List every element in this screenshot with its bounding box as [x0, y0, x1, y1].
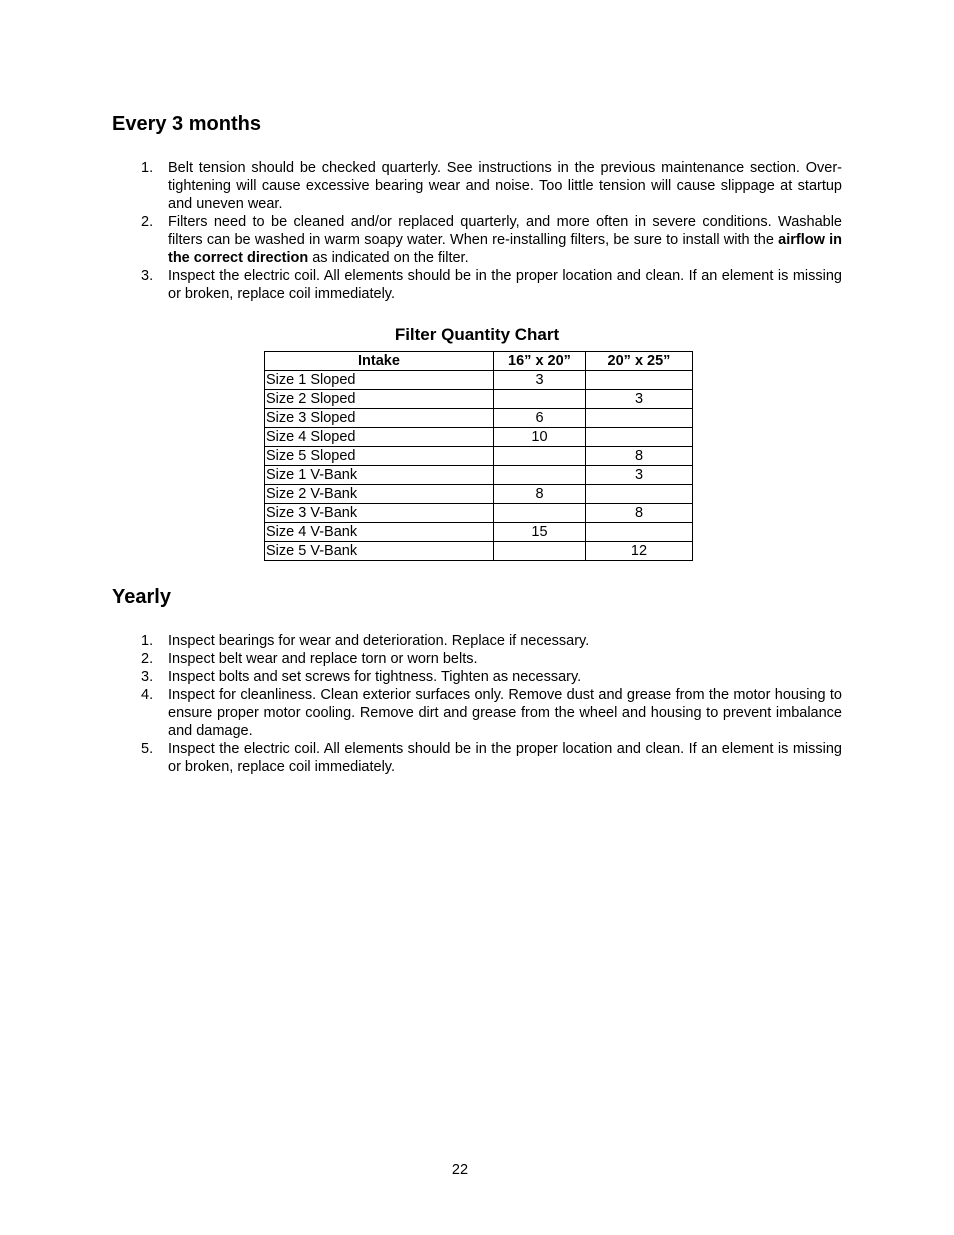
- qty-20x25-cell: [586, 409, 693, 428]
- list-item-text: Inspect bolts and set screws for tightness. Tighten as necessary.: [168, 669, 582, 685]
- table-row: [265, 390, 693, 409]
- list-item-text: Filters need to be cleaned and/or replaced quarterly, and more often in severe conditions. Washable filters can be washed in warm soapy water. When re-installing filters, be sure to install with the: [168, 214, 842, 248]
- intake-cell: Size 1 Sloped: [265, 371, 494, 390]
- list-item: [112, 650, 842, 668]
- intake-cell: Size 3 Sloped: [265, 409, 494, 428]
- list-number: 2.: [141, 214, 154, 230]
- section-heading-every-3-months: Every 3 months: [112, 113, 261, 135]
- list-item-text: Belt tension should be checked quarterly. See instructions in the previous maintenance section. Over-tightening will cause excessive bearing wear and noise. Too little tension will cause slippage at startup and uneven wear.: [168, 160, 842, 212]
- qty-20x25-cell: 12: [586, 542, 693, 561]
- qty-16x20-cell: [494, 390, 586, 409]
- qty-16x20-cell: 3: [494, 371, 586, 390]
- qty-20x25-cell: [586, 523, 693, 542]
- table-row: [265, 371, 693, 390]
- qty-16x20-cell: [494, 447, 586, 466]
- list-item: [112, 686, 842, 740]
- list-number: 3.: [141, 669, 154, 685]
- qty-20x25-cell: 3: [586, 466, 693, 485]
- intake-cell: Size 4 V-Bank: [265, 523, 494, 542]
- list-number: 3.: [141, 268, 154, 284]
- qty-16x20-cell: [494, 542, 586, 561]
- qty-20x25-cell: 3: [586, 390, 693, 409]
- intake-cell: Size 2 Sloped: [265, 390, 494, 409]
- table-row: [265, 504, 693, 523]
- header-16x20: 16” x 20”: [494, 352, 586, 371]
- intake-cell: Size 5 Sloped: [265, 447, 494, 466]
- intake-cell: Size 1 V-Bank: [265, 466, 494, 485]
- list-item-text-end: as indicated on the filter.: [308, 250, 469, 266]
- qty-20x25-cell: [586, 371, 693, 390]
- list-number: 2.: [141, 651, 154, 667]
- list-number: 1.: [141, 633, 154, 649]
- qty-16x20-cell: 6: [494, 409, 586, 428]
- filter-quantity-table: [264, 351, 693, 561]
- list-item-text: Inspect for cleanliness. Clean exterior surfaces only. Remove dust and grease from the motor housing to ensure proper motor cooling. Remove dirt and grease from the wheel and housing to prevent imbalance and damage.: [168, 687, 842, 739]
- quarterly-maintenance-list: [112, 159, 842, 303]
- list-item-text: Inspect the electric coil. All elements should be in the proper location and clean. If an element is missing or broken, replace coil immediately.: [168, 268, 842, 302]
- table-row: [265, 447, 693, 466]
- intake-cell: Size 5 V-Bank: [265, 542, 494, 561]
- intake-cell: Size 2 V-Bank: [265, 485, 494, 504]
- qty-16x20-cell: 10: [494, 428, 586, 447]
- qty-20x25-cell: [586, 485, 693, 504]
- list-number: 5.: [141, 741, 154, 757]
- list-item-text: Inspect belt wear and replace torn or worn belts.: [168, 651, 478, 667]
- list-item: [112, 213, 842, 267]
- qty-20x25-cell: 8: [586, 447, 693, 466]
- intake-cell: Size 4 Sloped: [265, 428, 494, 447]
- filter-chart-title: Filter Quantity Chart: [394, 325, 560, 344]
- yearly-maintenance-list: [112, 632, 842, 776]
- list-item: [112, 159, 842, 213]
- qty-16x20-cell: [494, 466, 586, 485]
- list-number: 4.: [141, 687, 154, 703]
- qty-20x25-cell: [586, 428, 693, 447]
- list-item: [112, 740, 842, 776]
- airflow-emphasis: airflow in the correct direction: [168, 232, 842, 266]
- qty-20x25-cell: 8: [586, 504, 693, 523]
- table-row: [265, 428, 693, 447]
- table-row: [265, 485, 693, 504]
- qty-16x20-cell: 15: [494, 523, 586, 542]
- table-header-row: [265, 352, 693, 371]
- table-row: [265, 409, 693, 428]
- table-row: [265, 466, 693, 485]
- table-row: [265, 542, 693, 561]
- list-item: [112, 632, 842, 650]
- qty-16x20-cell: 8: [494, 485, 586, 504]
- list-item-text: Inspect the electric coil. All elements should be in the proper location and clean. If an element is missing or broken, replace coil immediately.: [168, 741, 842, 775]
- qty-16x20-cell: [494, 504, 586, 523]
- list-item: [112, 267, 842, 303]
- section-heading-yearly: Yearly: [112, 586, 171, 608]
- list-item-text: Inspect bearings for wear and deterioration. Replace if necessary.: [168, 633, 590, 649]
- header-intake: Intake: [265, 352, 494, 371]
- list-item: [112, 668, 842, 686]
- intake-cell: Size 3 V-Bank: [265, 504, 494, 523]
- header-20x25: 20” x 25”: [586, 352, 693, 371]
- page-number: 22: [451, 1162, 469, 1178]
- table-row: [265, 523, 693, 542]
- list-number: 1.: [141, 160, 154, 176]
